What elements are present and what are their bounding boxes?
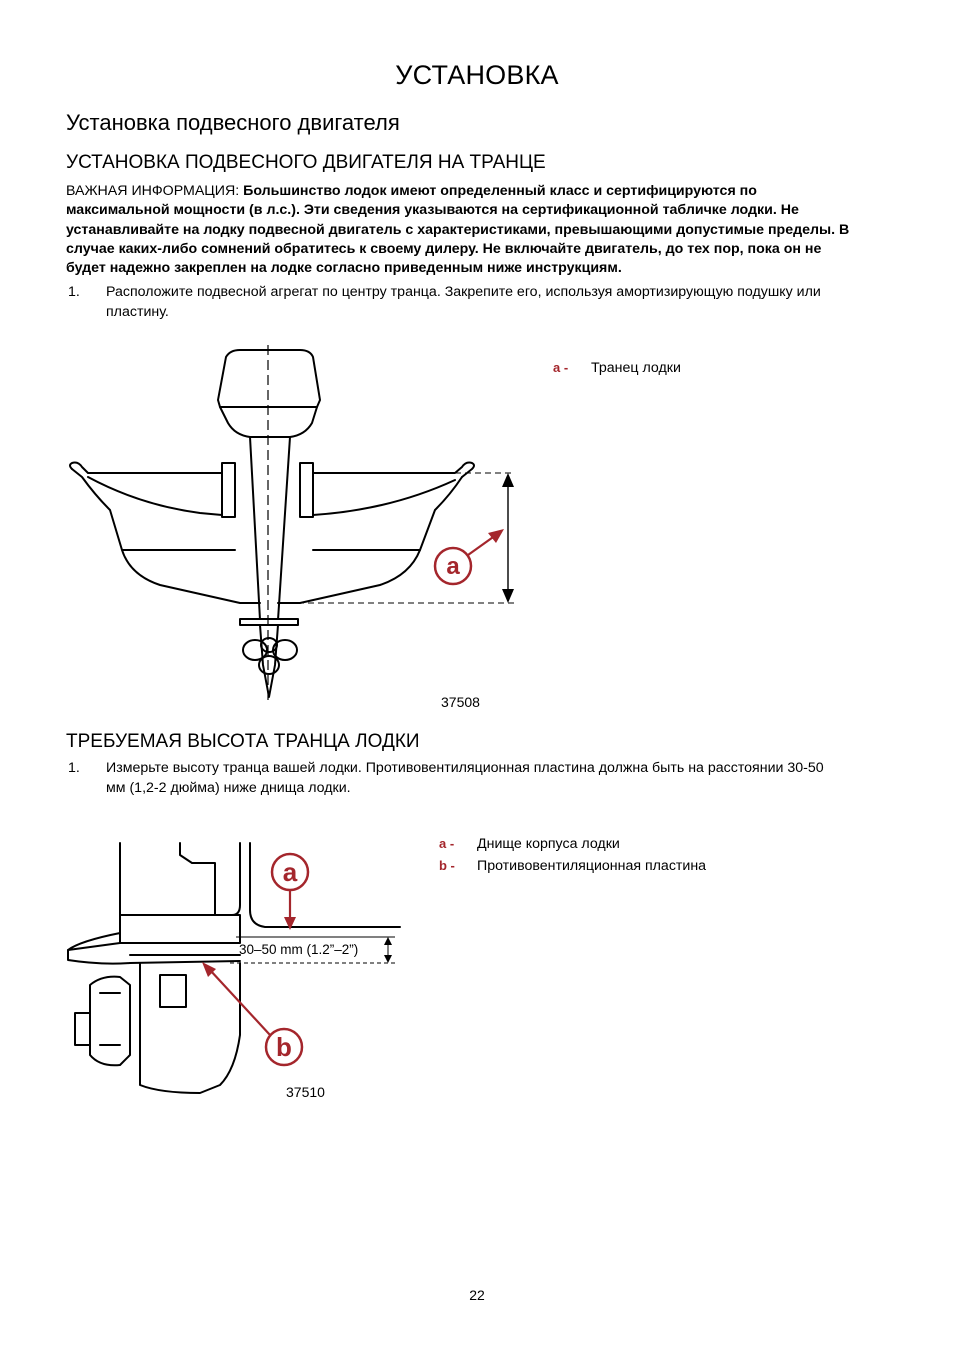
legend-key: b - — [439, 858, 455, 873]
figure-number: 37510 — [286, 1084, 325, 1100]
page-number: 22 — [469, 1287, 485, 1303]
callout-b-label: b — [276, 1032, 292, 1062]
subsection-title-transom-mount: УСТАНОВКА ПОДВЕСНОГО ДВИГАТЕЛЯ НА ТРАНЦЕ — [66, 152, 546, 173]
important-notice — [66, 182, 856, 278]
section-title: Установка подвесного двигателя — [66, 110, 400, 135]
step-number: 1. — [68, 760, 80, 776]
legend-text: Противовентиляционная пластина — [477, 858, 707, 874]
transom-height-illustration — [60, 835, 410, 1105]
step-text: Расположите подвесной агрегат по центру транца. Закрепите его, используя амортизирующую подушку или пластину. — [106, 284, 821, 320]
legend-text: Транец лодки — [591, 360, 681, 376]
figure2-legend — [439, 833, 706, 877]
figure-number: 37508 — [441, 694, 480, 710]
callout-a-label: a — [446, 553, 460, 580]
legend-item — [439, 833, 706, 855]
legend-item — [439, 855, 706, 877]
step-text: Измерьте высоту транца вашей лодки. Противовентиляционная пластина должна быть на расстоянии 30-50 мм (1,2-2 дюйма) ниже днища лодки. — [106, 760, 824, 796]
important-text: Большинство лодок имеют определенный класс и сертифицируются по максимальной мощности (в л.с.). Эти сведения указываются на сертификационной табличке лодки. Не устанавливайте на лодку подвесной двигатель с характеристиками, превышающими допустимые пределы. В случае каких-либо сомнений обратитесь к своему дилеру. Не включайте двигатель, до тех пор, пока он не будет надежно закреплен на лодке согласно приведенным ниже инструкциям. — [66, 183, 850, 277]
legend-key: a - — [553, 360, 569, 375]
figure1-legend — [553, 357, 681, 379]
page-title: УСТАНОВКА — [395, 60, 559, 90]
callout-a-label: a — [282, 857, 298, 887]
step-number: 1. — [68, 284, 80, 300]
dimension-label: 30–50 mm (1.2”–2”) — [239, 942, 359, 957]
legend-item — [553, 357, 681, 379]
important-lead: ВАЖНАЯ ИНФОРМАЦИЯ: — [66, 183, 240, 199]
legend-text: Днище корпуса лодки — [477, 836, 620, 852]
transom-mount-illustration — [60, 345, 530, 715]
legend-key: a - — [439, 836, 455, 851]
subsection-title-transom-height: ТРЕБУЕМАЯ ВЫСОТА ТРАНЦА ЛОДКИ — [66, 731, 420, 752]
